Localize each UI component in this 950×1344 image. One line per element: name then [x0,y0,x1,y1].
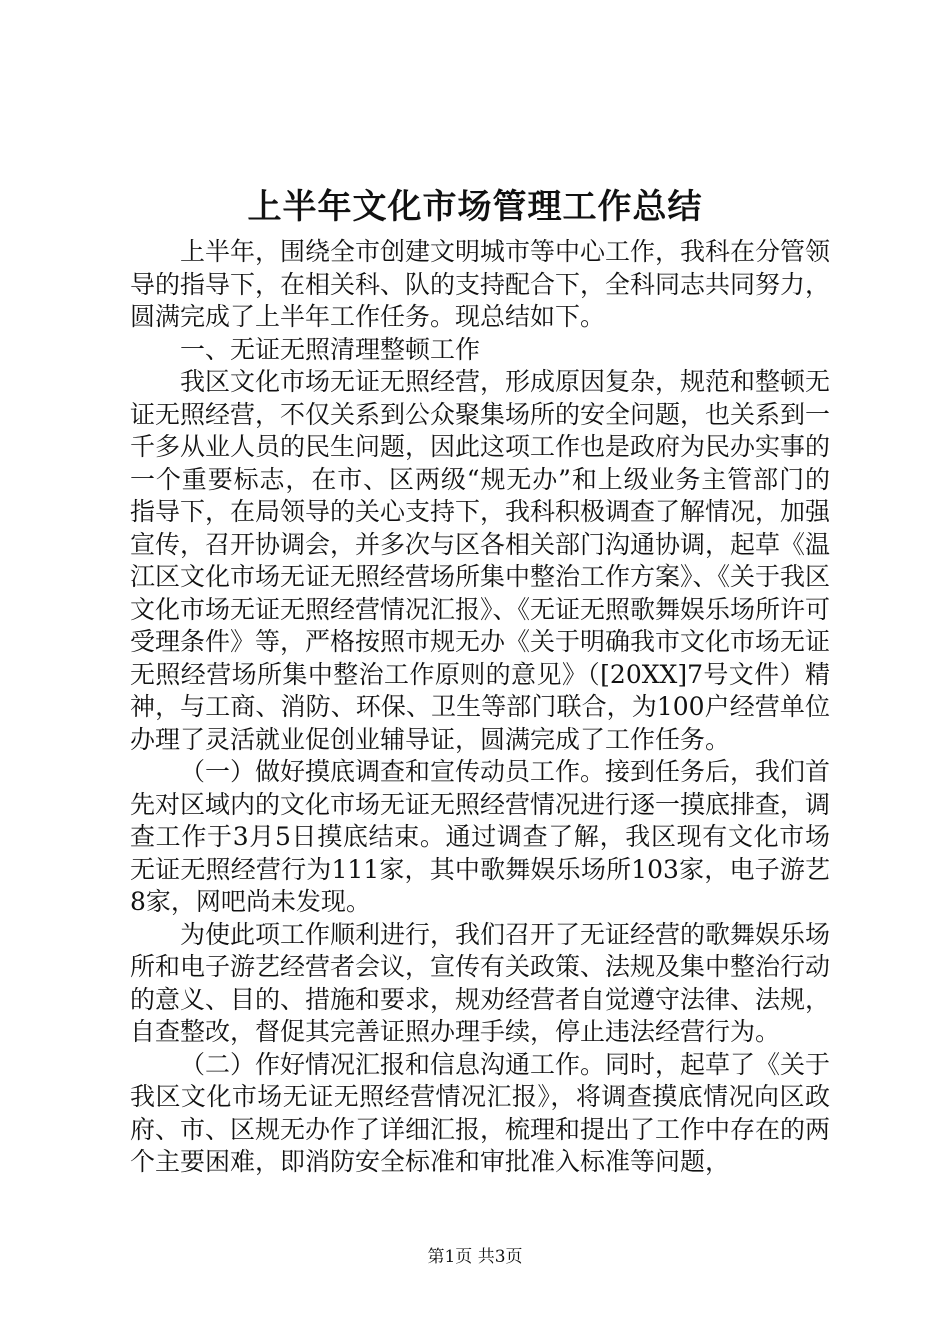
paragraph-meeting: 为使此项工作顺利进行，我们召开了无证经营的歌舞娱乐场所和电子游艺经营者会议，宣传有关政策、法规及集中整治行动的意义、目的、措施和要求，规劝经营者自觉遵守法律、法规，自查整改，督促其完善证照办理手续，停止违法经营行为。 [130,919,831,1046]
page-number-footer: 第1页 共3页 [427,1247,523,1267]
document-body [130,236,830,1179]
paragraph-section-1: 我区文化市场无证无照经营，形成原因复杂，规范和整顿无证无照经营，不仅关系到公众聚集场所的安全问题，也关系到一千多从业人员的民生问题，因此这项工作也是政府为民办实事的一个重要标志，在市、区两级“规无办”和上级业务主管部门的指导下，在局领导的关心支持下，我科积极调查了解情况，加强宣传，召开协调会，并多次与区各相关部门沟通协调，起草《温江区文化市场无证无照经营场所集中整治工作方案》、《关于我区文化市场无证无照经营情况汇报》、《无证无照歌舞娱乐场所许可受理条件》等，严格按照市规无办《关于明确我市文化市场无证无照经营场所集中整治工作原则的意见》（[20XX]7号文件）精神，与工商、消防、环保、卫生等部门联合，为100户经营单位办理了灵活就业促创业辅导证，圆满完成了工作任务。 [130,367,831,754]
section-heading-1: 一、无证无照清理整顿工作 [180,334,481,364]
paragraph-subsection-2: （二）作好情况汇报和信息沟通工作。同时，起草了《关于我区文化市场无证无照经营情况汇报》，将调查摸底情况向区政府、市、区规无办作了详细汇报，梳理和提出了工作中存在的两个主要困难，即消防安全标准和审批准入标准等问题， [130,1049,831,1176]
paragraph-intro: 上半年，围绕全市创建文明城市等中心工作，我科在分管领导的指导下，在相关科、队的支持配合下，全科同志共同努力，圆满完成了上半年工作任务。现总结如下。 [130,237,831,331]
paragraph-subsection-1: （一）做好摸底调查和宣传动员工作。接到任务后，我们首先对区域内的文化市场无证无照经营情况进行逐一摸底排查，调查工作于3月5日摸底结束。通过调查了解，我区现有文化市场无证无照经营行为111家，其中歌舞娱乐场所103家，电子游艺8家，网吧尚未发现。 [130,757,831,916]
document-title: 上半年文化市场管理工作总结 [247,187,703,227]
